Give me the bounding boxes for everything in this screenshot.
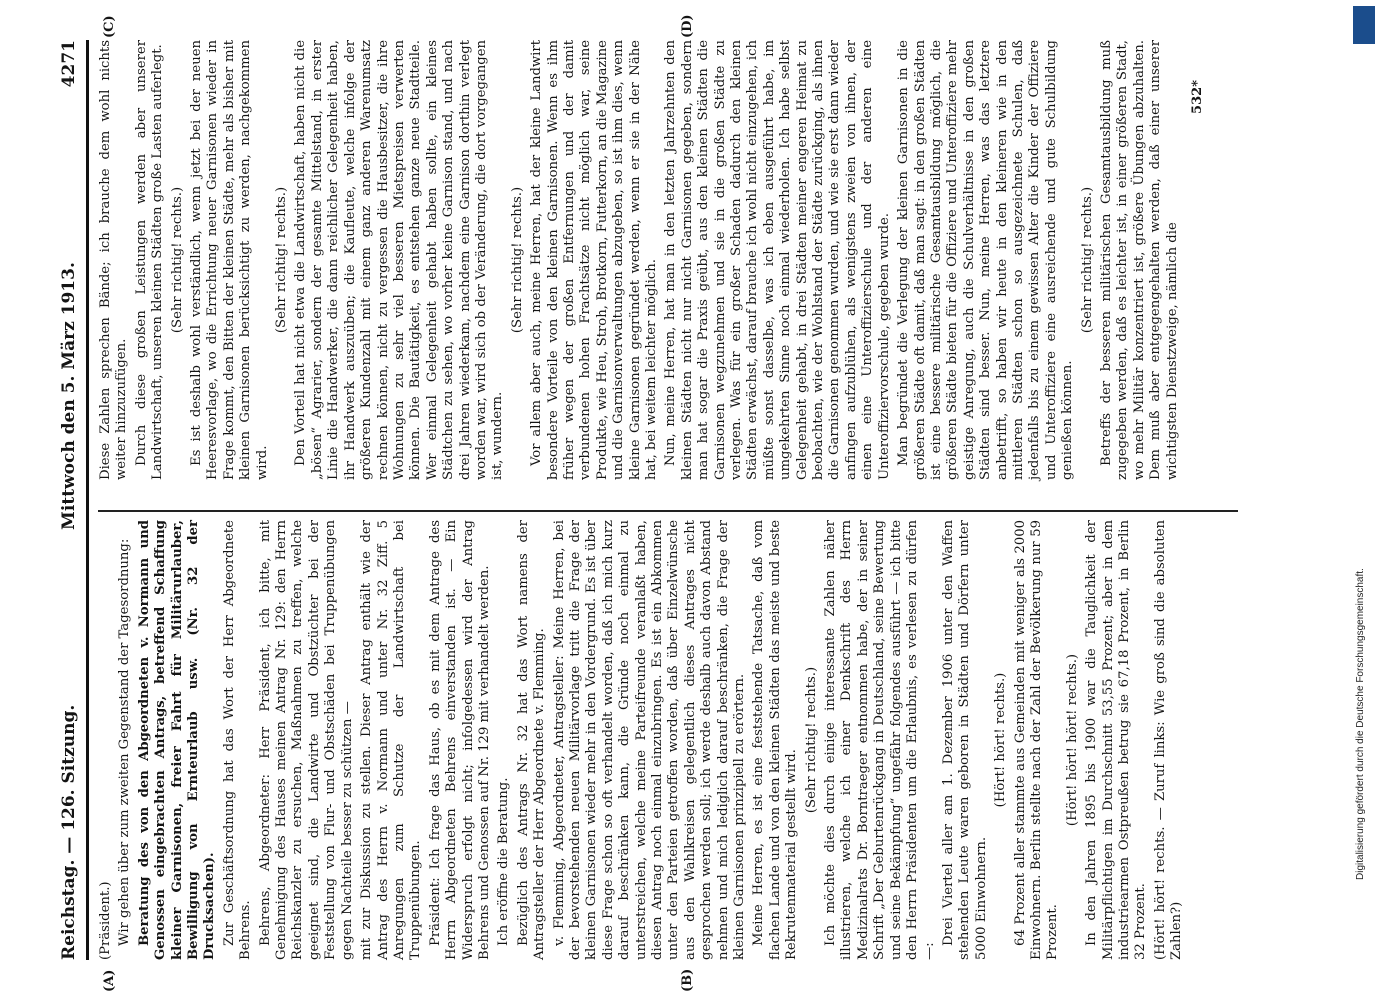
header-session: Reichstag. — 126. Sitzung. [59,704,79,960]
margin-marker-d: (D) [680,14,695,38]
paragraph: Behrens, Abgeordneter: Herr Präsident, ich bitte, mit Genehmigung des Hauses meinen Antrag Nr. 129: den Herrn Reichskanzler zu ersuchen, Maßnahmen zu treffen, welche geeignet sind, die Landwirte und Obstzüchter bei der Feststellung von Flur- und Obstschäden bei Truppenübungen gegen Nachteile besser zu schützen — [257,520,355,960]
margin-marker-a: (A) [102,969,117,992]
left-column [98,520,1189,960]
paragraph: Durch diese großen Leistungen werden aber unserer Landwirtschaft, unseren kleinen Städten große Lasten auferlegt. [133,40,166,480]
paragraph: Man begründet die Verlegung der kleinen Garnisonen in die größeren Städte oft damit, daß man sagt: in den großen Städten ist eine bessere militärische Gesamtausbildung möglich, die größeren Städte bieten für die Offiziere und Unteroffiziere mehr geistige Anregung, auch die Schulverhältnisse in den großen Städten sind besser. Nun, meine Herren, was das letztere anbetrifft, so haben wir heute in den kleineren wie in den mittleren Städten schon so ausgezeichnete Schulen, daß jedenfalls bis zu einem gewissen Alter die Kinder der Offiziere und Unteroffiziere eine ausreichende und gute Schulbildung genießen können. [896,40,1076,480]
margin-marker-b: (B) [680,968,695,992]
right-column [98,40,1184,480]
paragraph: Betreffs der besseren militärischen Gesamtausbildung muß zugegeben werden, daß es leichter ist, in einer größeren Stadt, wo mehr Militär konzentriert ist, größere Übungen abzuhalten. Dem muß aber entgegengehalten werden, daß einer unserer wichtigsten Dienstzweige, nämlich die [1098,40,1180,480]
dfg-logo [1353,6,1375,44]
column-divider [98,510,1238,512]
paragraph: v. Flemming, Abgeordneter, Antragsteller: Meine Herren, bei der bevorstehenden neuen Militärvorlage tritt die Frage der kleinen Garnisonen wieder mehr in den Vordergrund. Es ist über diese Frage schon so oft verhandelt worden, daß ich mich kurz darauf beschränken kann, die Gründe noch einmal zu unterstreichen, welche meine Parteifreunde veranlaßt haben, diesen Antrag noch einmal einzubringen. Es ist ein Abkommen unter den Parteien getroffen worden, daß über Einzelwünsche aus den Wahlkreisen gelegentlich dieses Antrages nicht gesprochen werden soll; ich werde deshalb auch davon Abstand nehmen und mich lediglich darauf beschränken, die Frage der kleinen Garnisonen prinzipiell zu erörtern. [551,520,748,960]
page-header [52,40,89,960]
page-signature: 532* [1190,80,1205,114]
paragraph: Nun, meine Herren, hat man in den letzten Jahrzehnten den kleinen Städten nicht nur nicht Garnisonen gegeben, sondern man hat sogar die Praxis geübt, aus den kleinen Städten die Garnisonen wegzunehmen und sie in die großen Städte zu verlegen. Was für ein großer Schaden dadurch den kleinen Städten erwächst, darauf brauche ich wohl nicht einzugehen, ich müßte sonst dasselbe, was ich eben ausgeführt habe, im umgekehrten Sinne noch einmal wiederholen. Ich habe selbst Gelegenheit gehabt, in drei Städten meiner engeren Heimat zu beobachten, wie der Wohlstand der Städte zurückging, als ihnen die Garnisonen genommen wurden, und wie sie erst dann wieder anfingen aufzublühen, als wenigstens zweien von ihnen, der einen eine Unteroffizierschule und der anderen eine Unteroffiziervorschule, gegeben wurde. [663,40,892,480]
paragraph: Es ist deshalb wohl verständlich, wenn jetzt bei der neuen Heeresvorlage, wo die Errichtung neuer Garnisonen wieder in Frage kommt, den Bitten der kleinen Städte, mehr als bisher mit kleinen Garnisonen berücksichtigt zu werden, nachgekommen wird. [189,40,270,480]
paragraph: Vor allem aber auch, meine Herren, hat der kleine Landwirt besondere Vorteile von den kleinen Garnisonen. Wenn es ihm früher wegen der großen Entfernungen und der damit verbundenen hohen Frachtsätze nicht möglich war, seine Produkte, wie Heu, Stroh, Brotkorn, Futterkorn, an die Magazine und die Garnisonverwaltungen abzugeben, so ist ihm dies, wenn kleine Garnisonen gegründet werden, wenn er sie in der Nähe hat, bei weitem leichter möglich. [529,40,659,480]
paragraph: Ich eröffne die Beratung. [496,777,512,946]
interjection: (Sehr richtig! rechts.) [509,186,525,334]
paragraph: Zur Geschäftsordnung hat das Wort der Herr Abgeordnete Behrens. [221,520,254,960]
paragraph: 64 Prozent aller stammte aus Gemeinden mit weniger als 2000 Einwohnern. Berlin stellte nach der Zahl der Bevölkerung nur 59 Prozent. [1012,520,1061,960]
interjection: (Sehr richtig! rechts.) [274,186,290,334]
header-page-number: 4271 [59,40,79,88]
rotated-sheet [40,0,1340,1000]
digitization-credit: Digitalisierung gefördert durch die Deutsche Forschungsgemeinschaft. [1355,568,1366,880]
interjection: (Sehr richtig! rechts.) [1079,186,1095,334]
paragraph: mit zur Diskussion zu stellen. Dieser Antrag enthält wie der Antrag des Herrn v. Normann und unter Nr. 32 Ziff. 5 Anregungen zum Schutze der Landwirtschaft bei Truppenübungen. [359,520,424,960]
paragraph: Präsident: Ich frage das Haus, ob es mit dem Antrage des Herrn Abgeordneten Behrens einverstanden ist. — Ein Widerspruch erfolgt nicht; infolgedessen wird der Antrag Behrens und Genossen auf Nr. 129 mit verhandelt werden. [427,520,492,960]
header-date: Mittwoch den 5. März 1913. [59,262,79,530]
paragraph: Wir gehen über zum zweiten Gegenstand der Tagesordnung: [117,538,133,946]
interjection: (Hört! hört! rechts. — Zuruf links: Wie groß sind die absoluten Zahlen?) [1152,520,1185,960]
margin-marker-c: (C) [102,15,117,38]
interjection: (Sehr richtig! rechts.) [803,666,819,814]
interjection: (Hört! hört! hört! rechts.) [1064,653,1080,827]
paragraph: Bezüglich des Antrags Nr. 32 hat das Wort namens der Antragsteller der Herr Abgeordnete v. Flemming. [515,520,548,960]
paragraph: Drei Viertel aller am 1. Dezember 1906 unter den Waffen stehenden Leute waren geboren in Städten und Dörfern unter 5000 Einwohnern. [940,520,989,960]
paragraph: Meine Herren, es ist eine feststehende Tatsache, daß vom flachen Lande und von den kleinen Städten das meiste und beste Rekrutenmaterial gestellt wird. [751,520,800,960]
paragraph: Den Vorteil hat nicht etwa die Landwirtschaft, haben nicht die „bösen“ Agrarier, sondern der gesamte Mittelstand, in erster Linie die Handwerker, die dann reichlicher Gelegenheit haben, ihr Handwerk auszuüben; die Kaufleute, welche infolge der größeren Kundenzahl mit einem ganz anderen Warenumsatz rechnen können, nicht zu vergessen die Hausbesitzer, die ihre Wohnungen zu sehr viel besseren Mietspreisen verwerten können. Die Bautätigkeit, es entstehen ganze neue Stadtteile. Wer einmal Gelegenheit gehabt haben sollte, ein kleines Städtchen zu sehen, wo vorher keine Garnison stand, und nach drei Jahren wiederkam, nachdem eine Garnison dorthin verlegt worden war, wird sich ob der Veränderung, die dort vorgegangen ist, wundern. [293,40,506,480]
paragraph: In den Jahren 1895 bis 1900 war die Tauglichkeit der Militärpflichtigen im Durchschnitt 53,55 Prozent; aber in dem industriearmen Ostpreußen betrug sie 67,18 Prozent, in Berlin 32 Prozent. [1084,520,1149,960]
agenda-item: Beratung des von den Abgeordneten v. Normann und Genossen eingebrachten Antrags, betreffend Schaffung kleiner Garnisonen, freier Fahrt für Militärurlauber, Bewilligung von Ernteurlaub usw. (Nr. 32 der Drucksachen). [136,520,218,960]
paragraph: Diese Zahlen sprechen Bände; ich brauche dem wohl nichts weiter hinzuzufügen. [98,40,130,480]
interjection: (Hört! hört! rechts.) [993,672,1009,808]
paragraph: (Präsident.) [98,881,113,960]
paragraph: Ich möchte dies durch einige interessante Zahlen näher illustrieren, welche ich einer Denkschrift des Herrn Medizinalrats Dr. Borntraeger entnommen habe, der in seiner Schrift „Der Geburtenrückgang in Deutschland, seine Bewertung und seine Bekämpfung“ ungefähr folgendes ausführt — ich bitte den Herrn Präsidenten um die Erlaubnis, es verlesen zu dürfen —: [823,520,937,960]
interjection: (Sehr richtig! rechts.) [169,186,185,334]
